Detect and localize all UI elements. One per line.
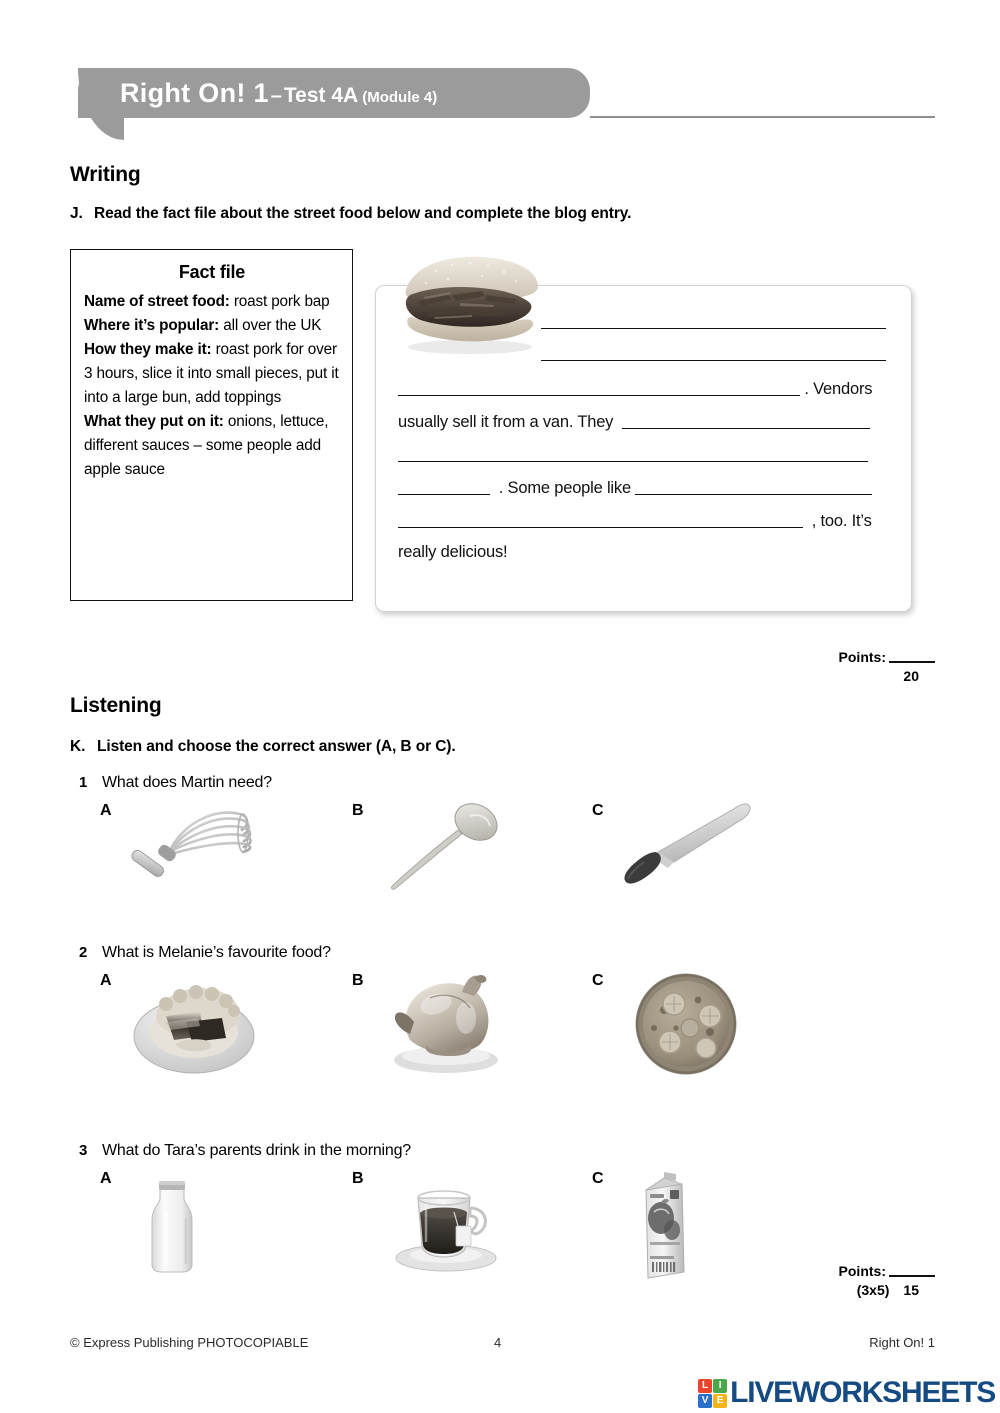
points-value: 20 <box>903 667 919 684</box>
blog-line-7[interactable] <box>398 513 872 530</box>
blog-blank-line-5[interactable] <box>398 447 868 464</box>
write-blank[interactable] <box>398 482 490 495</box>
points-listening-row <box>760 1262 935 1281</box>
points-writing-row <box>760 648 935 667</box>
question-3-head <box>70 1142 950 1160</box>
task-j-text: Read the fact file about the street food below and complete the blog entry. <box>94 205 632 222</box>
points-label: Points: <box>838 1263 886 1279</box>
option-2b-letter: B <box>352 972 364 989</box>
question-3-number: 3 <box>79 1142 88 1159</box>
option-2a[interactable] <box>100 970 390 1080</box>
blog-blank-line-1[interactable] <box>541 314 886 331</box>
write-blank[interactable] <box>398 383 800 396</box>
option-1b-letter: B <box>352 802 364 819</box>
listening-question-1 <box>70 774 950 910</box>
live-square-v: V <box>698 1394 712 1408</box>
live-squares-icon <box>698 1379 727 1408</box>
juice-carton-image <box>614 1168 734 1283</box>
write-blank[interactable] <box>541 316 886 329</box>
points-value: 15 <box>903 1281 919 1298</box>
blog-line-6[interactable] <box>398 480 872 497</box>
tea-cup-image <box>374 1168 524 1278</box>
blog-text-somepeople: . Some people like <box>498 479 631 497</box>
option-3a[interactable] <box>100 1168 390 1278</box>
option-3a-letter: A <box>100 1170 112 1187</box>
roast-pork-bap-image <box>390 251 550 356</box>
question-2-head <box>70 944 950 962</box>
points-listening <box>760 1262 935 1300</box>
writing-section-title: Writing <box>70 163 141 186</box>
page-footer <box>0 1335 1000 1359</box>
fact-file-label-popular: Where it’s popular: <box>84 317 220 335</box>
title-banner <box>78 68 590 118</box>
chef-knife-image <box>614 800 764 895</box>
task-k-text: Listen and choose the correct answer (A, B or C). <box>97 738 456 755</box>
points-writing-value-row <box>760 667 935 686</box>
fact-file-title: Fact file <box>178 262 246 282</box>
footer-page-number: 4 <box>494 1335 502 1350</box>
page-header <box>0 68 1000 140</box>
option-2c[interactable] <box>592 970 882 1080</box>
cake-image <box>122 970 272 1080</box>
question-3-text: What do Tara’s parents drink in the morning? <box>102 1142 412 1159</box>
fact-file-value-make: roast pork for over 3 hours, slice it into small pieces, put it into a large bun, add toppings <box>84 341 339 407</box>
option-2c-letter: C <box>592 972 604 989</box>
option-2a-letter: A <box>100 972 112 989</box>
question-1-options <box>70 800 950 910</box>
question-1-number: 1 <box>79 774 88 791</box>
question-2-text: What is Melanie’s favourite food? <box>102 944 331 961</box>
blog-entry-content <box>376 286 913 613</box>
fact-file-box <box>70 249 353 601</box>
live-square-l: L <box>698 1379 712 1393</box>
task-j-letter: J. <box>70 205 83 222</box>
blog-blank-line-2[interactable] <box>541 346 886 363</box>
fact-file-value-popular: all over the UK <box>219 317 322 335</box>
option-1a-letter: A <box>100 802 112 819</box>
module-label: (Module 4) <box>362 88 438 106</box>
option-1c[interactable] <box>592 800 882 910</box>
option-1a[interactable] <box>100 800 390 910</box>
blog-text-van: usually sell it from a van. They <box>398 413 614 431</box>
option-1c-letter: C <box>592 802 604 819</box>
fact-file-value-toppings: onions, lettuce, different sauces – some people add apple sauce <box>84 413 329 479</box>
option-3b-letter: B <box>352 1170 364 1187</box>
blog-line-4[interactable] <box>398 414 870 431</box>
points-writing <box>760 648 935 686</box>
task-k-letter: K. <box>70 738 86 755</box>
series-title: Right On! 1 <box>120 77 269 108</box>
blog-line-3[interactable] <box>398 381 872 398</box>
question-2-options <box>70 970 950 1080</box>
blog-text-vendors: . Vendors <box>804 380 873 398</box>
question-1-head <box>70 774 950 792</box>
roast-chicken-image <box>374 970 524 1080</box>
fact-file-label-toppings: What they put on it: <box>84 413 224 431</box>
header-rule <box>590 116 935 118</box>
points-listening-value-row <box>760 1281 935 1300</box>
blog-entry-box[interactable] <box>375 285 912 612</box>
listening-section-title: Listening <box>70 694 162 717</box>
write-blank[interactable] <box>398 515 803 528</box>
question-1-text: What does Martin need? <box>102 774 272 791</box>
banner-title-text <box>78 77 438 108</box>
task-j-instruction <box>70 205 631 223</box>
task-k-instruction <box>70 738 456 756</box>
live-square-i: I <box>713 1379 727 1393</box>
fact-file-entry-popular <box>84 314 340 338</box>
liveworksheets-logo[interactable] <box>698 1376 995 1410</box>
whisk-image <box>122 800 272 895</box>
live-square-e: E <box>713 1394 727 1408</box>
write-blank[interactable] <box>635 482 872 495</box>
fact-file-label-name: Name of street food: <box>84 293 230 310</box>
liveworksheets-wordmark: LIVEWORKSHEETS <box>730 1376 995 1409</box>
points-blank[interactable] <box>889 652 935 663</box>
write-blank[interactable] <box>541 348 886 361</box>
write-blank[interactable] <box>622 416 870 429</box>
blog-line-8 <box>398 544 507 561</box>
write-blank[interactable] <box>398 449 868 462</box>
blog-text-delicious: really delicious! <box>398 543 508 561</box>
fact-file-label-make: How they make it: <box>84 341 212 359</box>
pizza-image <box>614 970 764 1080</box>
footer-copyright: © Express Publishing PHOTOCOPIABLE <box>70 1335 309 1350</box>
test-label: Test 4A <box>283 83 359 107</box>
fact-file-entry-name <box>84 290 340 314</box>
title-dash: – <box>270 84 282 107</box>
wooden-spoon-image <box>374 800 524 895</box>
fact-file-entry-make <box>84 338 340 410</box>
listening-question-3 <box>70 1142 950 1278</box>
points-blank[interactable] <box>889 1266 935 1277</box>
fact-file-entry-toppings <box>84 410 340 482</box>
milk-bottle-image <box>122 1168 242 1278</box>
blog-text-too: , too. It’s <box>811 512 872 530</box>
points-label: Points: <box>838 649 886 665</box>
fact-file-value-name: roast pork bap <box>229 293 330 310</box>
points-multiplier: (3x5) <box>856 1281 890 1298</box>
listening-question-2 <box>70 944 950 1080</box>
option-3c-letter: C <box>592 1170 604 1187</box>
question-2-number: 2 <box>79 944 88 961</box>
footer-book-title: Right On! 1 <box>869 1335 935 1350</box>
